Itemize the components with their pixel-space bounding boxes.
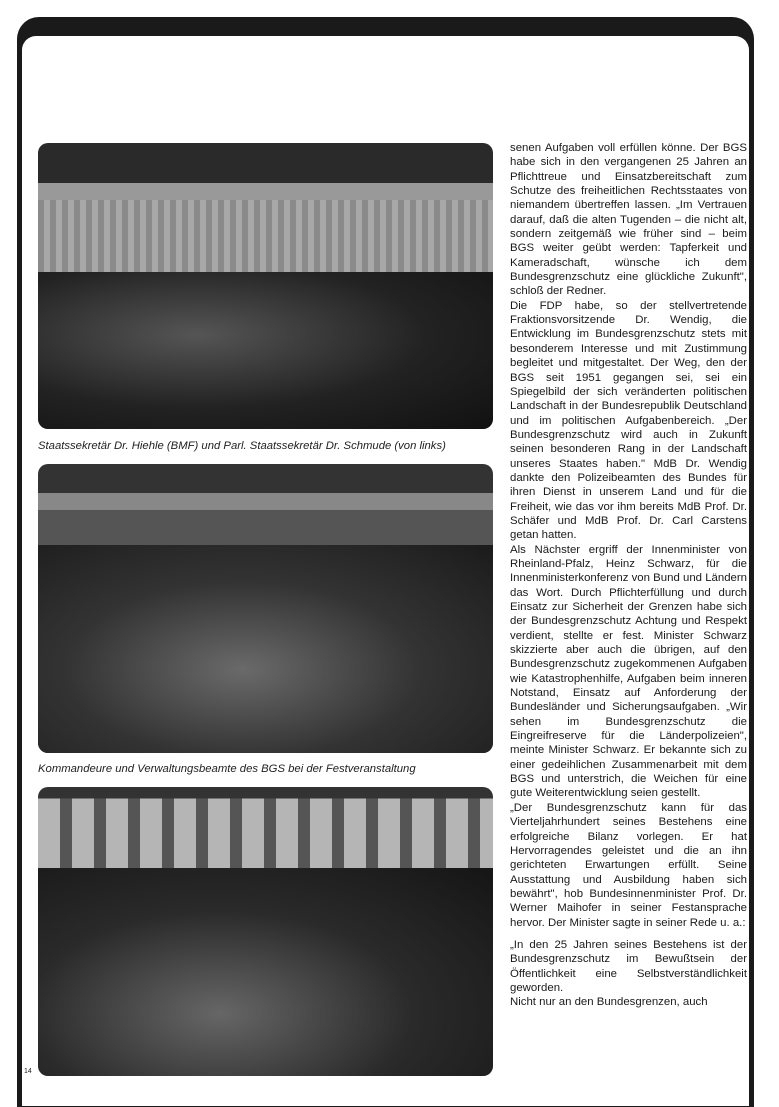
photo-audience (38, 868, 493, 1076)
photo-state-secretaries (38, 143, 493, 429)
article-paragraph: Als Nächster ergriff der Innenminister von Rheinland-Pfalz, Heinz Schwarz, für die Innenministerkonferenz von Bund und Ländern das Wort. Durch Pflichterfüllung und durch Einsatz zur Sicherheit der Grenzen habe sich der Bundesgrenzschutz Achtung und Respekt verdient, stellte er fest. Minister Schwarz skizzierte aber auch die übrigen, auf den Bundesgrenzschutz zugekommenen Aufgaben wie Katastrophenhilfe, Aufgaben beim inneren Notstand, Einsatz auf Anforderung der Bundesländer und Sicherungsaufgaben. „Wir sehen im Bundesgrenzschutz die Eingreifreserve für die Länderpolizeien", meinte Minister Schwarz. Er bekannte sich zu einer gedeihlichen Zusammenarbeit mit dem BGS und unterstrich, die Weichen für eine gute Weiterentwicklung seien gestellt. (510, 543, 747, 800)
article-paragraph: „Der Bundesgrenzschutz kann für das Vierteljahrhundert seines Bestehens eine erfolgreiche Bilanz vorlegen. Er hat Hervorragendes geleistet und die an ihn gerichteten Erwartungen erfüllt. Seine Ausstattung und Ausbildung haben sich bewährt", hob Bundesinnenminister Prof. Dr. Werner Maihofer in seiner Festansprache hervor. Der Minister sagte in seiner Rede u. a.: (510, 801, 747, 929)
article-paragraph: „In den 25 Jahren seines Bestehens ist der Bundesgrenzschutz im Bewußtsein der Öffentlichkeit eine Selbstverständlichkeit geworden. (510, 938, 747, 994)
article-paragraph: senen Aufgaben voll erfüllen könne. Der BGS habe sich in den vergangenen 25 Jahren an Pflichttreue und Einsatzbereitschaft zum Schutze des freiheitlichen Rechtsstaates von niemandem übertreffen lassen. „Im Vertrauen darauf, daß die alten Tugenden – die nicht alt, sondern zeitgemäß wie früher sind – beim BGS weiter geübt werden: Tapferkeit und Kameradschaft, wünsche ich dem Bundesgrenzschutz eine glückliche Zukunft", schloß der Redner. (510, 142, 747, 298)
page-number: 14 (24, 1068, 32, 1075)
article-column (510, 141, 747, 1010)
photo-caption: Kommandeure und Verwaltungsbeamte des BGS bei der Festveranstaltung (38, 763, 416, 775)
photo-caption: Staatssekretär Dr. Hiehle (BMF) und Parl. Staatssekretär Dr. Schmude (von links) (38, 440, 446, 452)
article-paragraph: Nicht nur an den Bundesgrenzen, auch (510, 996, 708, 1009)
photo-commanders (38, 464, 493, 753)
photo-audience (38, 272, 493, 429)
article-paragraph: Die FDP habe, so der stellvertretende Fraktionsvorsitzende Dr. Wendig, die Entwicklung im Bundesgrenzschutz stets mit besonderem Interesse und mit Zustimmung begleitet und mitgestaltet. Der Weg, den der BGS seit 1951 gegangen sei, sei ein Spiegelbild der sich veränderten politischen Landschaft in der Bundesrepublik Deutschland und im politischen Aufgabenbereich. „Der Bundesgrenzschutz wird auch in Zukunft seinen besonderen Rang in der Landschaft unseres Staates haben." MdB Dr. Wendig dankte den Polizeibeamten des Bundes für ihren Dienst in unserem Land und für die Freiheit, wie das vor ihm bereits MdB Prof. Dr. Schäfer und MdB Prof. Dr. Carl Carstens getan hatten. (510, 299, 747, 542)
photo-ceremony-hall (38, 787, 493, 1076)
photo-audience (38, 545, 493, 753)
